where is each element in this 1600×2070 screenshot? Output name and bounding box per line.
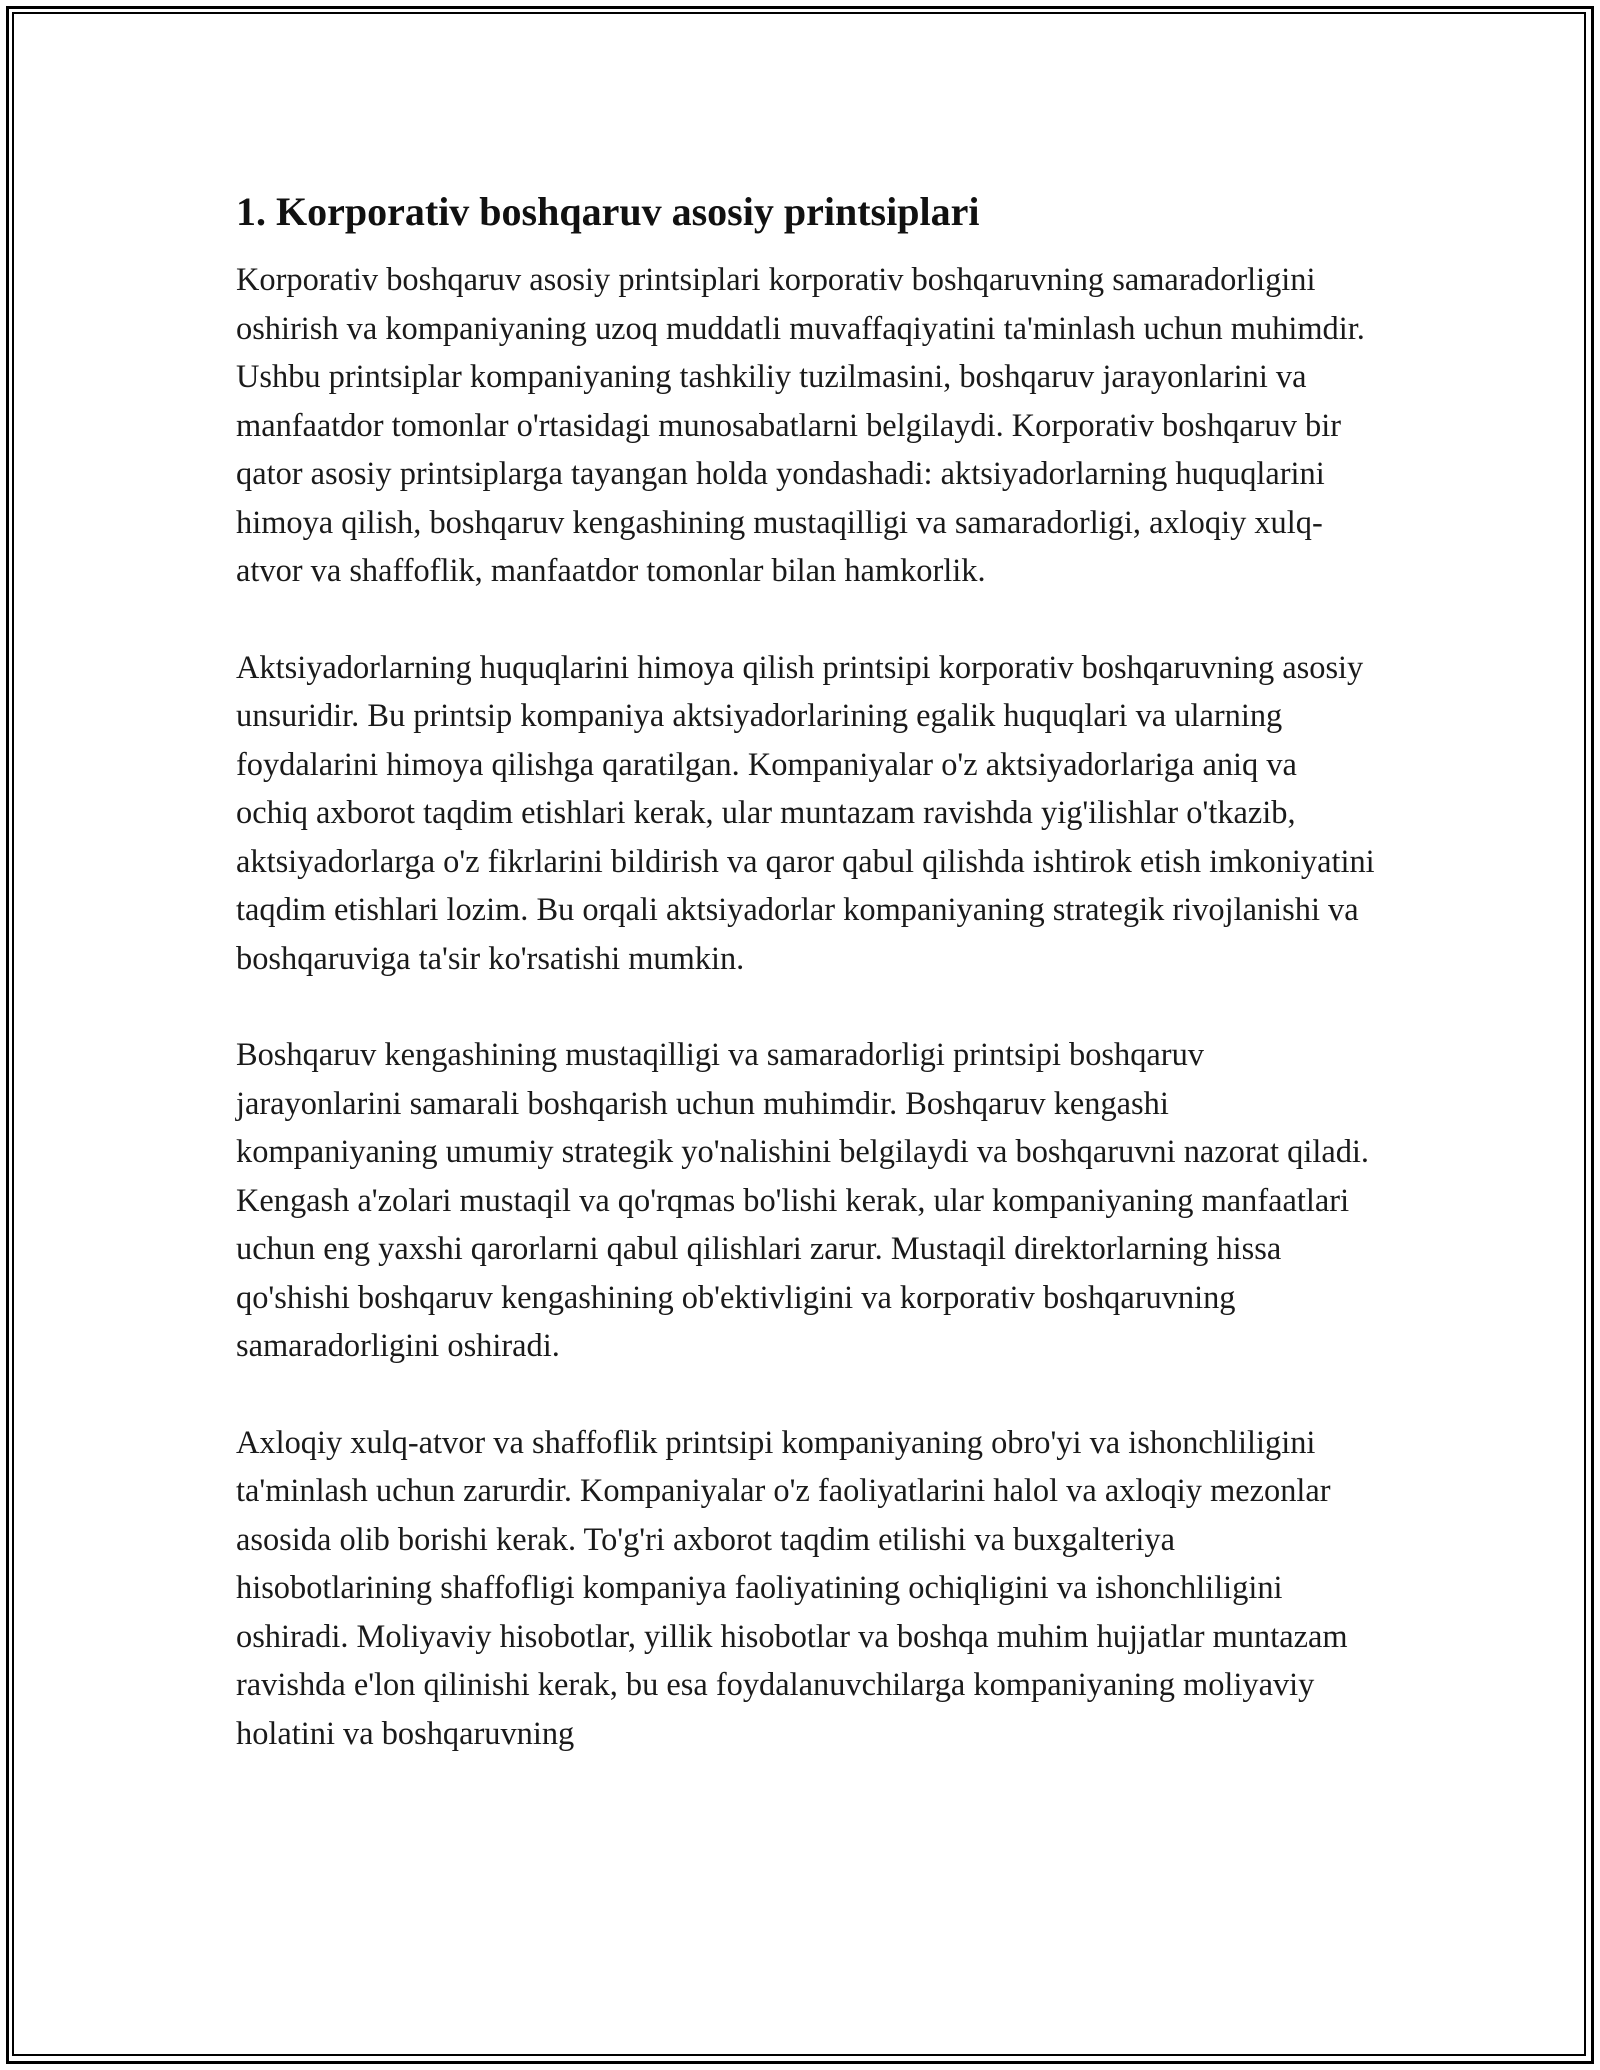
paragraph-1: Korporativ boshqaruv asosiy printsiplari korporativ boshqaruvning samaradorligini oshirish va kompaniyaning uzoq muddatli muvaffaqiyatini ta'minlash uchun muhimdir. Ushbu printsiplar kompaniyaning tashkiliy tuzilmasini, boshqaruv jarayonlarini va manfaatdor tomonlar o'rtasidagi munosabatlarni belgilaydi. Korporativ boshqaruv bir qator asosiy printsiplarga tayangan holda yondashadi: aktsiyadorlarning huquqlarini himoya qilish, boshqaruv kengashining mustaqilligi va samaradorligi, axloqiy xulq-atvor va shaffoflik, manfaatdor tomonlar bilan hamkorlik. (236, 262, 1365, 589)
section-heading: 1. Korporativ boshqaruv asosiy printsiplari (236, 189, 980, 234)
paragraph-4: Axloqiy xulq-atvor va shaffoflik printsipi kompaniyaning obro'yi va ishonchliligini ta'minlash uchun zarurdir. Kompaniyalar o'z faoliyatlarini halol va axloqiy mezonlar asosida olib borishi kerak. To'g'ri axborot taqdim etilishi va buxgalteriya hisobotlarining shaffofligi kompaniya faoliyatining ochiqligini va ishonchliligini oshiradi. Moliyaviy hisobotlar, yillik hisobotlar va boshqa muhim hujjatlar muntazam ravishda e'lon qilinishi kerak, bu esa foydalanuvchilarga kompaniyaning moliyaviy holatini va boshqaruvning (236, 1424, 1348, 1752)
paragraph-2: Aktsiyadorlarning huquqlarini himoya qilish printsipi korporativ boshqaruvning asosiy unsuridir. Bu printsip kompaniya aktsiyadorlarining egalik huquqlari va ularning foydalarini himoya qilishga qaratilgan. Kompaniyalar o'z aktsiyadorlariga aniq va ochiq axborot taqdim etishlari kerak, ular muntazam ravishda yig'ilishlar o'tkazib, aktsiyadorlarga o'z fikrlarini bildirish va qaror qabul qilishda ishtirok etish imkoniyatini taqdim etishlari lozim. Bu orqali aktsiyadorlar kompaniyaning strategik rivojlanishi va boshqaruviga ta'sir ko'rsatishi mumkin. (236, 649, 1375, 977)
paragraph-3: Boshqaruv kengashining mustaqilligi va samaradorligi printsipi boshqaruv jarayonlarini samarali boshqarish uchun muhimdir. Boshqaruv kengashi kompaniyaning umumiy strategik yo'nalishini belgilaydi va boshqaruvni nazorat qiladi. Kengash a'zolari mustaqil va qo'rqmas bo'lishi kerak, ular kompaniyaning manfaatlari uchun eng yaxshi qarorlarni qabul qilishlari zarur. Mustaqil direktorlarning hissa qo'shishi boshqaruv kengashining ob'ektivligini va korporativ boshqaruvning samaradorligini oshiradi. (236, 1037, 1369, 1364)
document-body (236, 186, 1376, 1806)
